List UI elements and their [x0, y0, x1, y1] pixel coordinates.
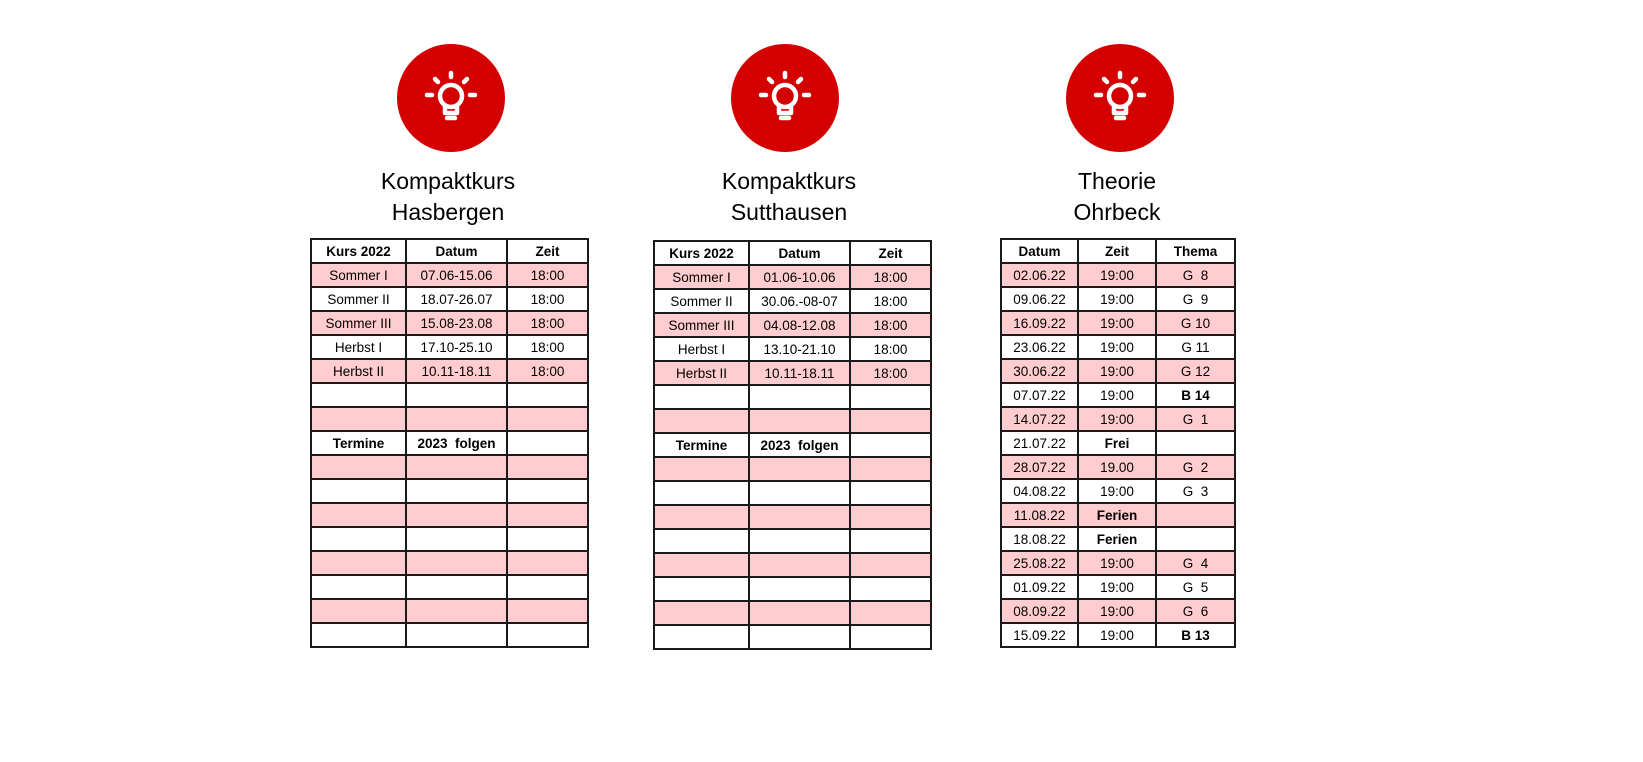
table-cell: 19:00 — [1078, 263, 1156, 287]
table-row — [311, 575, 588, 599]
table-cell: 07.07.22 — [1001, 383, 1078, 407]
table-row — [311, 287, 588, 311]
table-cell — [1156, 527, 1235, 551]
table-cell: 11.08.22 — [1001, 503, 1078, 527]
table-row — [654, 433, 931, 457]
table-row — [1001, 575, 1235, 599]
table-cell — [749, 457, 850, 481]
table-cell — [1156, 431, 1235, 455]
table-cell — [749, 529, 850, 553]
table-cell — [749, 505, 850, 529]
title-line: Kompaktkurs — [380, 168, 516, 194]
table-cell: 04.08-12.08 — [749, 313, 850, 337]
table-cell: G 5 — [1156, 575, 1235, 599]
table-cell: G 3 — [1156, 479, 1235, 503]
table-cell: 10.11-18.11 — [749, 361, 850, 385]
table-cell — [311, 575, 406, 599]
table-cell: Sommer II — [311, 287, 406, 311]
table-cell: 30.06.-08-07 — [749, 289, 850, 313]
table-cell — [507, 479, 588, 503]
table-row — [1001, 311, 1235, 335]
table-cell — [1156, 503, 1235, 527]
table-row — [1001, 383, 1235, 407]
table-cell — [507, 623, 588, 647]
title-line: Kompaktkurs — [721, 168, 857, 194]
table-cell: 18.07-26.07 — [406, 287, 507, 311]
table-cell: 18:00 — [850, 361, 931, 385]
table-cell — [850, 625, 931, 649]
table-cell: 18:00 — [850, 265, 931, 289]
table-row — [654, 601, 931, 625]
title-line: Hasbergen — [391, 199, 505, 225]
table-row — [311, 527, 588, 551]
table-row — [654, 577, 931, 601]
table-cell — [654, 529, 749, 553]
column-header: Kurs 2022 — [311, 239, 406, 263]
table-cell: 19:00 — [1078, 407, 1156, 431]
table-row — [654, 481, 931, 505]
table-cell — [406, 407, 507, 431]
table-cell — [311, 503, 406, 527]
table-cell — [654, 457, 749, 481]
table-row — [654, 265, 931, 289]
table-cell: B 13 — [1156, 623, 1235, 647]
table-cell — [850, 601, 931, 625]
table-row — [654, 385, 931, 409]
table-cell: 18:00 — [850, 313, 931, 337]
table-cell: 19:00 — [1078, 479, 1156, 503]
table-cell: Sommer I — [654, 265, 749, 289]
column-header: Datum — [749, 241, 850, 265]
table-row — [311, 623, 588, 647]
table-cell: Sommer II — [654, 289, 749, 313]
title-line: Sutthausen — [730, 199, 848, 225]
table-cell: 18:00 — [850, 289, 931, 313]
table-row — [654, 529, 931, 553]
table-row — [654, 553, 931, 577]
table-cell: 18.08.22 — [1001, 527, 1078, 551]
column-header: Zeit — [850, 241, 931, 265]
table-cell: 10.11-18.11 — [406, 359, 507, 383]
table-cell — [406, 623, 507, 647]
table-cell — [311, 551, 406, 575]
table-row — [311, 263, 588, 287]
table-cell — [850, 385, 931, 409]
table-cell: 19:00 — [1078, 335, 1156, 359]
table-cell: 30.06.22 — [1001, 359, 1078, 383]
table-cell: 01.06-10.06 — [749, 265, 850, 289]
table-cell: G 9 — [1156, 287, 1235, 311]
table-cell — [311, 599, 406, 623]
table-cell: Herbst I — [654, 337, 749, 361]
table-cell: 14.07.22 — [1001, 407, 1078, 431]
table-cell: 07.06-15.06 — [406, 263, 507, 287]
table-row — [1001, 455, 1235, 479]
table-cell — [406, 383, 507, 407]
lightbulb-icon — [397, 44, 505, 152]
table-cell: Ferien — [1078, 503, 1156, 527]
table-cell: 19:00 — [1078, 287, 1156, 311]
table-cell: G 4 — [1156, 551, 1235, 575]
table-row — [654, 457, 931, 481]
table-cell: 19:00 — [1078, 383, 1156, 407]
table-row — [311, 551, 588, 575]
table-row — [1001, 287, 1235, 311]
table-cell — [406, 551, 507, 575]
table-row — [311, 335, 588, 359]
table-cell: 18:00 — [507, 359, 588, 383]
table-row — [311, 311, 588, 335]
table-header-row — [1001, 239, 1235, 263]
column-header: Zeit — [1078, 239, 1156, 263]
table-row — [1001, 623, 1235, 647]
table-cell: G 12 — [1156, 359, 1235, 383]
table-row — [654, 337, 931, 361]
table-cell: 18:00 — [507, 311, 588, 335]
table-cell — [311, 407, 406, 431]
table-cell — [406, 575, 507, 599]
table-cell: 19:00 — [1078, 623, 1156, 647]
table-cell: 18:00 — [507, 335, 588, 359]
table-cell: Termine — [311, 431, 406, 455]
table-cell: G 8 — [1156, 263, 1235, 287]
table-cell: Ferien — [1078, 527, 1156, 551]
table-cell — [749, 553, 850, 577]
table-row — [311, 383, 588, 407]
table-cell — [850, 457, 931, 481]
column-title — [659, 166, 919, 228]
table-cell: 19:00 — [1078, 311, 1156, 335]
table-cell — [654, 601, 749, 625]
table-cell: Herbst I — [311, 335, 406, 359]
column-header: Thema — [1156, 239, 1235, 263]
table-row — [654, 625, 931, 649]
table-cell — [311, 479, 406, 503]
table-cell — [406, 479, 507, 503]
table-row — [654, 409, 931, 433]
table-row — [311, 455, 588, 479]
table-cell: 02.06.22 — [1001, 263, 1078, 287]
table-cell: Termine — [654, 433, 749, 457]
table-cell — [654, 577, 749, 601]
table-row — [1001, 599, 1235, 623]
column-header: Datum — [406, 239, 507, 263]
table-cell: 18:00 — [850, 337, 931, 361]
table-header-row — [311, 239, 588, 263]
table-row — [311, 359, 588, 383]
table-cell: 19:00 — [1078, 599, 1156, 623]
table-row — [1001, 479, 1235, 503]
schedule-table — [310, 238, 589, 648]
table-cell — [749, 601, 850, 625]
table-cell — [654, 409, 749, 433]
table-cell: 19:00 — [1078, 575, 1156, 599]
table-cell: G 2 — [1156, 455, 1235, 479]
title-line: Theorie — [1078, 168, 1156, 194]
table-cell — [311, 527, 406, 551]
table-cell: Sommer III — [654, 313, 749, 337]
schedule-table — [1000, 238, 1236, 648]
table-row — [311, 503, 588, 527]
table-cell: 13.10-21.10 — [749, 337, 850, 361]
table-cell: 15.08-23.08 — [406, 311, 507, 335]
table-cell — [654, 625, 749, 649]
lightbulb-icon — [1066, 44, 1174, 152]
table-cell: 17.10-25.10 — [406, 335, 507, 359]
table-cell — [311, 455, 406, 479]
table-cell — [654, 553, 749, 577]
table-row — [311, 431, 588, 455]
table-cell: 23.06.22 — [1001, 335, 1078, 359]
table-cell — [507, 575, 588, 599]
table-cell: 25.08.22 — [1001, 551, 1078, 575]
table-cell — [507, 599, 588, 623]
column-header: Datum — [1001, 239, 1078, 263]
schedule-table — [653, 240, 932, 650]
table-cell — [749, 625, 850, 649]
table-row — [1001, 527, 1235, 551]
column-title — [318, 166, 578, 228]
lightbulb-icon — [731, 44, 839, 152]
table-cell — [507, 431, 588, 455]
table-cell — [654, 505, 749, 529]
title-line: Ohrbeck — [1073, 199, 1161, 225]
table-cell — [850, 409, 931, 433]
table-cell — [406, 455, 507, 479]
table-cell — [654, 481, 749, 505]
table-cell: Sommer I — [311, 263, 406, 287]
table-cell — [850, 481, 931, 505]
table-cell: 09.06.22 — [1001, 287, 1078, 311]
table-cell — [406, 527, 507, 551]
table-row — [654, 313, 931, 337]
table-row — [1001, 431, 1235, 455]
table-cell — [311, 623, 406, 647]
table-cell: 04.08.22 — [1001, 479, 1078, 503]
table-cell — [749, 385, 850, 409]
table-cell: Herbst II — [311, 359, 406, 383]
table-cell — [850, 577, 931, 601]
table-row — [654, 289, 931, 313]
table-cell: 21.07.22 — [1001, 431, 1078, 455]
table-cell: 19.00 — [1078, 455, 1156, 479]
table-cell — [850, 433, 931, 457]
table-row — [654, 361, 931, 385]
table-row — [1001, 503, 1235, 527]
table-cell: 28.07.22 — [1001, 455, 1078, 479]
table-cell: 15.09.22 — [1001, 623, 1078, 647]
table-cell: 08.09.22 — [1001, 599, 1078, 623]
table-row — [311, 407, 588, 431]
table-cell — [406, 503, 507, 527]
column-header: Zeit — [507, 239, 588, 263]
table-row — [1001, 551, 1235, 575]
table-cell: 2023 folgen — [749, 433, 850, 457]
table-cell — [749, 577, 850, 601]
table-row — [654, 505, 931, 529]
table-cell — [311, 383, 406, 407]
table-cell — [507, 527, 588, 551]
table-cell: 18:00 — [507, 263, 588, 287]
table-cell: Sommer III — [311, 311, 406, 335]
table-cell — [654, 385, 749, 409]
table-cell: 19:00 — [1078, 359, 1156, 383]
table-row — [1001, 335, 1235, 359]
table-cell: G 10 — [1156, 311, 1235, 335]
table-header-row — [654, 241, 931, 265]
table-cell — [406, 599, 507, 623]
table-cell: Herbst II — [654, 361, 749, 385]
table-cell: G 6 — [1156, 599, 1235, 623]
table-cell: G 1 — [1156, 407, 1235, 431]
table-cell: 16.09.22 — [1001, 311, 1078, 335]
table-cell — [850, 553, 931, 577]
table-cell: Frei — [1078, 431, 1156, 455]
table-cell — [507, 383, 588, 407]
column-title — [987, 166, 1247, 228]
table-cell: 19:00 — [1078, 551, 1156, 575]
table-cell — [749, 409, 850, 433]
table-row — [1001, 407, 1235, 431]
table-cell — [507, 551, 588, 575]
table-cell: 18:00 — [507, 287, 588, 311]
table-row — [311, 479, 588, 503]
table-row — [311, 599, 588, 623]
table-cell — [850, 529, 931, 553]
table-cell: B 14 — [1156, 383, 1235, 407]
table-cell: 01.09.22 — [1001, 575, 1078, 599]
table-cell — [507, 407, 588, 431]
table-cell — [749, 481, 850, 505]
column-header: Kurs 2022 — [654, 241, 749, 265]
table-cell: G 11 — [1156, 335, 1235, 359]
table-cell — [507, 455, 588, 479]
table-row — [1001, 359, 1235, 383]
table-row — [1001, 263, 1235, 287]
table-cell — [507, 503, 588, 527]
table-cell — [850, 505, 931, 529]
table-cell: 2023 folgen — [406, 431, 507, 455]
